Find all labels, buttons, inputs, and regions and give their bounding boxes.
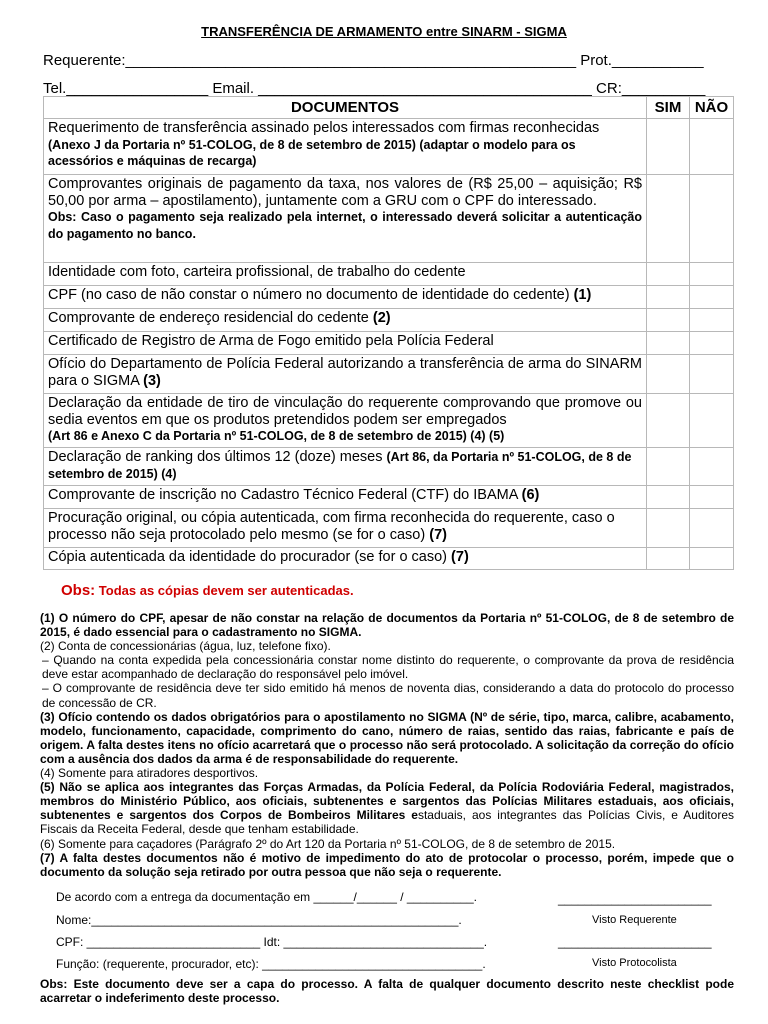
table-row (44, 332, 734, 355)
table-row (44, 355, 734, 394)
document-reference: (Art 86, da Portaria nº 51-COLOG, de 8 de setembro de 2015) (4) (48, 450, 632, 481)
nao-checkbox[interactable] (690, 263, 734, 286)
nao-checkbox[interactable] (690, 509, 734, 548)
footnote-1: (1) O número do CPF, apesar de não constar na relação de documentos da Portaria nº 51-COLOG, de 8 de setembro de 2015, é dado essencial para o cadastramento no SIGMA. (40, 611, 734, 640)
document-text: Declaração da entidade de tiro de vinculação do requerente comprovando que promove ou sedia eventos em que os produtos pretendidos podem ser empregados (48, 395, 642, 428)
footnote-2: (2) Conta de concessionárias (água, luz, telefone fixo). (40, 639, 331, 654)
table-row (44, 394, 734, 448)
protocolist-signature-line[interactable]: _______________________ (558, 935, 712, 949)
table-row (44, 263, 734, 286)
footnote-7: (7) A falta destes documentos não é motivo de impedimento do ato de protocolar o processo, porém, impede que o documento da solução seja retirado por outra pessoa que não seja o requerente. (40, 850, 734, 879)
requester-signature-label: Visto Requerente (592, 914, 677, 926)
nao-checkbox[interactable] (690, 394, 734, 448)
table-row (44, 486, 734, 509)
copies-notice-text: Todas as cópias devem ser autenticadas. (98, 583, 354, 598)
document-text: Identidade com foto, carteira profissional, de trabalho do cedente (48, 264, 466, 280)
document-cell (44, 119, 647, 175)
document-ref-number: (7) (451, 549, 469, 565)
copies-notice (61, 582, 354, 599)
sim-checkbox[interactable] (647, 309, 690, 332)
document-text: Comprovantes originais de pagamento da taxa, nos valores de (R$ 25,00 – aquisição; R$ 50,00 por arma – apostilamento), juntamente com a GRU com o CPF do interessado. (48, 176, 642, 209)
sim-checkbox[interactable] (647, 448, 690, 486)
document-text: Requerimento de transferência assinado pelos interessados com firmas reconhecidas (48, 120, 600, 136)
requester-signature-line[interactable]: _______________________ (558, 892, 712, 906)
document-text: Comprovante de endereço residencial do cedente (48, 310, 369, 326)
sim-checkbox[interactable] (647, 486, 690, 509)
sim-checkbox[interactable] (647, 175, 690, 263)
footnote-4: (4) Somente para atiradores desportivos. (40, 766, 259, 781)
document-ref-number: (6) (521, 487, 540, 503)
footnote-2b: – O comprovante de residência deve ter sido emitido há menos de noventa dias, considerando a data do protocolo do processo de concessão de CR. (42, 681, 734, 710)
table-row (44, 119, 734, 175)
protocolist-signature-label: Visto Protocolista (592, 957, 677, 969)
requerente-line: Requerente:______________________________________________________ Prot.___________ (43, 52, 704, 69)
nao-checkbox[interactable] (690, 309, 734, 332)
nao-checkbox[interactable] (690, 175, 734, 263)
nao-checkbox[interactable] (690, 286, 734, 309)
table-row (44, 286, 734, 309)
document-cell (44, 263, 647, 286)
sim-checkbox[interactable] (647, 286, 690, 309)
document-ref-number: (1) (573, 287, 592, 303)
document-cell (44, 448, 647, 486)
nao-checkbox[interactable] (690, 548, 734, 570)
footnote-5 (40, 780, 734, 836)
sim-checkbox[interactable] (647, 548, 690, 570)
document-ref-number: (3) (143, 372, 161, 389)
document-note: Obs: Caso o pagamento seja realizado pela internet, o interessado deverá solicitar a autenticação do pagamento no banco. (48, 210, 642, 241)
footnote-5-rest: staduais, aos integrantes das Polícias Civis, e Auditores Fiscais da Receita Federal, desde que tenham estabilidade. (40, 808, 734, 837)
document-cell (44, 332, 647, 355)
sim-checkbox[interactable] (647, 355, 690, 394)
col-sim: SIM (647, 97, 690, 119)
table-row (44, 175, 734, 263)
sim-checkbox[interactable] (647, 263, 690, 286)
sim-checkbox[interactable] (647, 119, 690, 175)
nao-checkbox[interactable] (690, 119, 734, 175)
name-field[interactable]: Nome:_______________________________________________________. (56, 913, 462, 927)
footnote-5-bold: (5) Não se aplica aos integrantes das Forças Armadas, da Polícia Federal, da Polícia Rodoviária Federal, magistrados, membros do Ministério Público, aos oficiais, subtenentes e sargentos das Polícias Militares estaduais, aos oficiais, subtenentes e sargentos dos Corpos de Bombeiros Militares e (40, 780, 734, 823)
document-text: Comprovante de inscrição no Cadastro Técnico Federal (CTF) do IBAMA (48, 487, 518, 503)
document-cell (44, 286, 647, 309)
col-nao: NÃO (690, 97, 734, 119)
document-cell (44, 548, 647, 570)
nao-checkbox[interactable] (690, 448, 734, 486)
nao-checkbox[interactable] (690, 355, 734, 394)
footer-note: Obs: Este documento deve ser a capa do processo. A falta de qualquer documento descrito neste checklist pode acarretar o indeferimento deste processo. (40, 977, 734, 1005)
footnote-6: (6) Somente para caçadores (Parágrafo 2º do Art 120 da Portaria nº 51-COLOG, de 8 de setembro de 2015. (40, 836, 616, 851)
table-row (44, 448, 734, 486)
document-text: Declaração de ranking dos últimos 12 (doze) meses (48, 449, 383, 465)
document-text: Cópia autenticada da identidade do procurador (se for o caso) (48, 549, 448, 565)
copies-notice-label: Obs: (61, 582, 96, 599)
table-row (44, 509, 734, 548)
document-cell (44, 486, 647, 509)
document-reference: (Art 86 e Anexo C da Portaria nº 51-COLOG, de 8 de setembro de 2015) (4) (5) (48, 429, 505, 443)
document-cell (44, 394, 647, 448)
footnote-3: (3) Ofício contendo os dados obrigatórios para o apostilamento no SIGMA (Nº de série, tipo, marca, calibre, acabamento, modelo, funcionamento, capacidade, comprimento do cano, número de raias, sentido das raias, fabricante e país de origem. A falta destes itens no ofício acarretará que o processo não será protocolado. A solicitação da correção do ofício com a ausência dos dados da arma é de responsabilidade do requerente. (40, 709, 734, 766)
document-cell (44, 509, 647, 548)
document-cell (44, 309, 647, 332)
document-cell (44, 355, 647, 394)
table-header-row (44, 97, 734, 119)
footnotes (40, 611, 734, 879)
documents-checklist-table (43, 96, 734, 570)
cpf-idt-field[interactable]: CPF: __________________________ Idt: ______________________________. (56, 935, 488, 949)
document-ref-number: (7) (429, 526, 447, 543)
document-text: Procuração original, ou cópia autenticada, com firma reconhecida do requerente, caso o processo não seja protocolado pelo mesmo (se for o caso) (48, 510, 615, 543)
document-text: Certificado de Registro de Arma de Fogo emitido pela Polícia Federal (48, 333, 494, 349)
footnote-2a: – Quando na conta expedida pela concessionária constar nome distinto do requerente, o comprovante da prova de residência deve estar acompanhado de declaração do responsável pelo imóvel. (42, 653, 734, 682)
sim-checkbox[interactable] (647, 394, 690, 448)
col-documentos: DOCUMENTOS (44, 97, 647, 119)
nao-checkbox[interactable] (690, 332, 734, 355)
document-text: Ofício do Departamento de Polícia Federal autorizando a transferência de arma do SINARM para o SIGMA (48, 356, 642, 389)
document-reference: (Anexo J da Portaria nº 51-COLOG, de 8 de setembro de 2015) (adaptar o modelo para os acessórios e máquinas de recarga) (48, 137, 576, 168)
document-cell (44, 175, 647, 263)
document-ref-number: (2) (372, 310, 391, 326)
nao-checkbox[interactable] (690, 486, 734, 509)
document-text: CPF (no caso de não constar o número no documento de identidade do cedente) (48, 287, 570, 303)
function-field[interactable]: Função: (requerente, procurador, etc): _________________________________. (56, 957, 486, 971)
sim-checkbox[interactable] (647, 509, 690, 548)
contact-line: Tel._________________ Email. ________________________________________ CR:__________ (43, 80, 706, 97)
table-row (44, 548, 734, 570)
delivery-date-field[interactable]: De acordo com a entrega da documentação em ______/______ / __________. (56, 890, 477, 904)
table-row (44, 309, 734, 332)
sim-checkbox[interactable] (647, 332, 690, 355)
page-title: TRANSFERÊNCIA DE ARMAMENTO entre SINARM - SIGMA (201, 24, 567, 39)
